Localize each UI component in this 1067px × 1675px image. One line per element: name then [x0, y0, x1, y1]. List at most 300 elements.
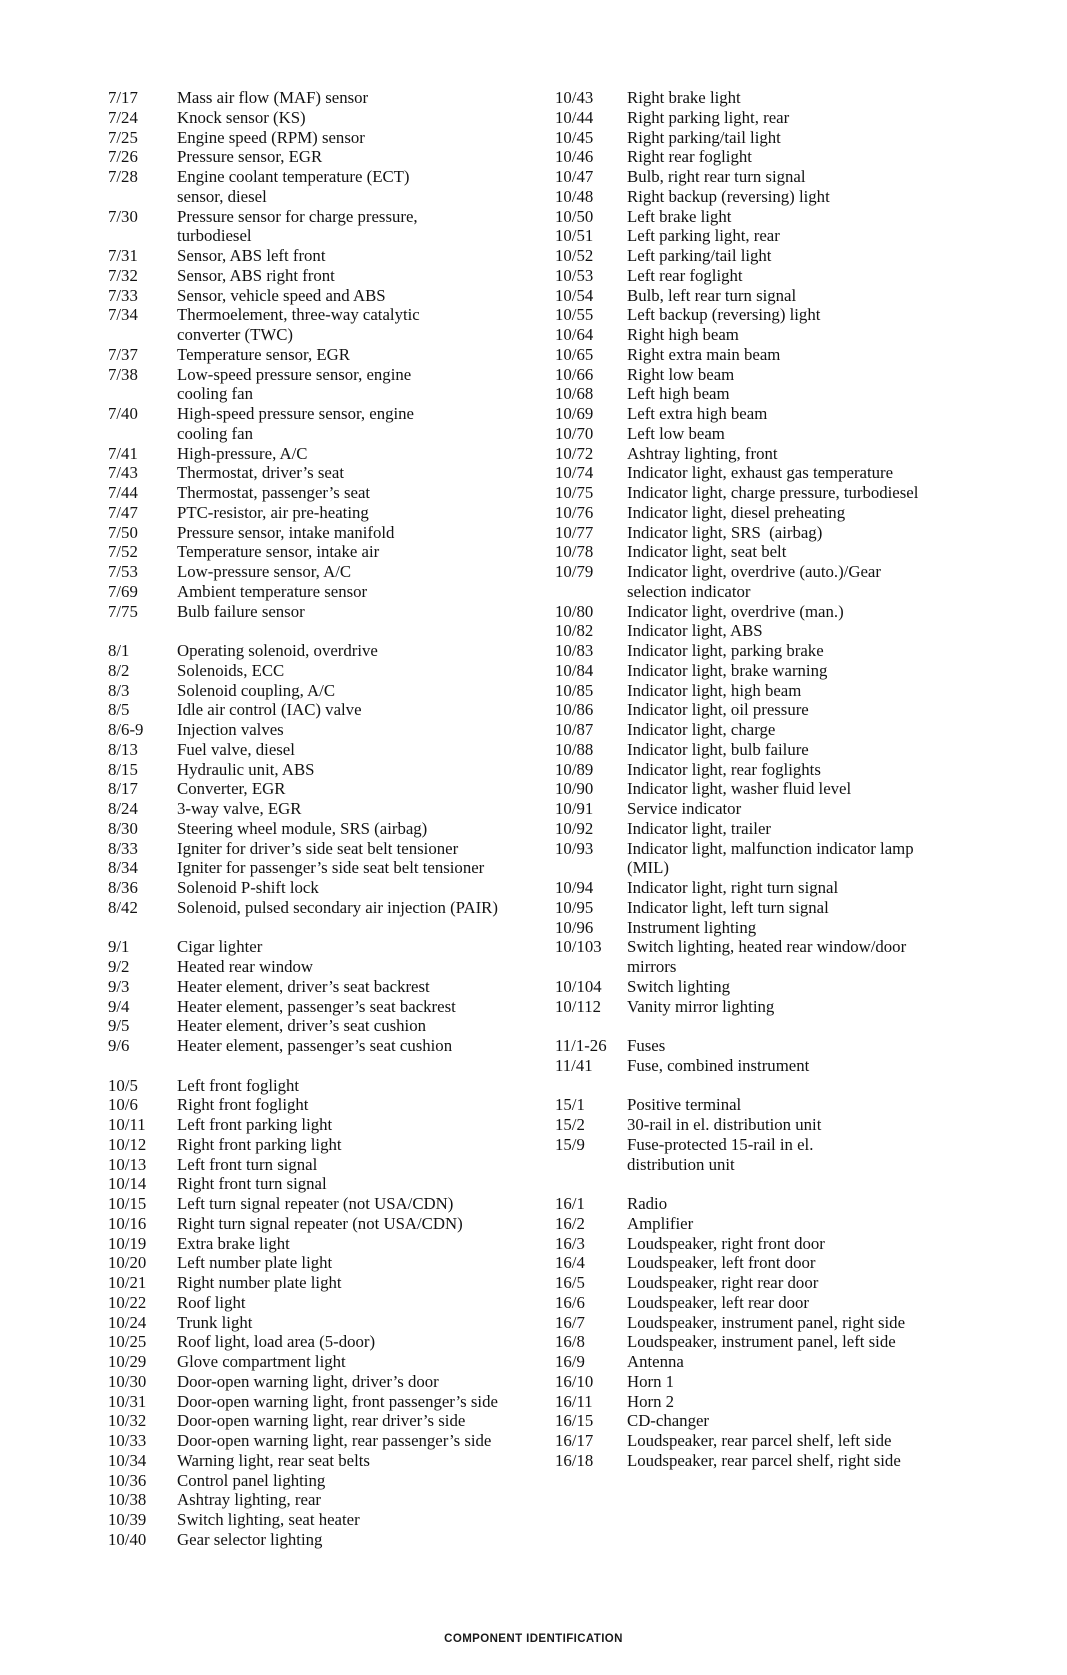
component-code: 10/66 — [555, 364, 594, 384]
component-row — [555, 977, 1030, 997]
component-code: 7/50 — [108, 522, 138, 542]
description-line: Loudspeaker, rear parcel shelf, left side — [627, 1431, 892, 1450]
component-description — [627, 444, 1030, 464]
component-row — [108, 720, 522, 740]
description-line: Sensor, ABS right front — [177, 265, 335, 285]
page-footer-title: COMPONENT IDENTIFICATION — [444, 1633, 623, 1645]
component-description — [627, 700, 1030, 720]
component-code: 8/5 — [108, 700, 130, 720]
description-line: Solenoid P-shift lock — [177, 878, 319, 897]
component-code: 10/72 — [555, 443, 594, 463]
description-line: cooling fan — [177, 384, 253, 404]
description-line: Heated rear window — [177, 957, 314, 976]
component-row — [555, 621, 1030, 641]
component-row — [555, 246, 1030, 266]
component-row — [555, 740, 1030, 760]
description-line: Indicator light, ABS — [627, 621, 763, 641]
component-code: 10/13 — [108, 1154, 147, 1174]
component-description — [177, 562, 522, 582]
description-line: Left low beam — [627, 423, 725, 443]
component-code: 8/6-9 — [108, 720, 144, 739]
component-description — [627, 463, 1030, 483]
component-row — [108, 839, 522, 859]
description-line: Left high beam — [627, 384, 730, 404]
description-line: Trunk light — [177, 1312, 253, 1332]
component-code: 8/2 — [108, 660, 130, 680]
component-row — [555, 602, 1030, 622]
description-line: High-speed pressure sensor, engine — [177, 404, 414, 423]
component-code: 16/8 — [555, 1332, 585, 1352]
component-description — [627, 503, 1030, 523]
component-description — [177, 1214, 522, 1234]
component-code: 10/54 — [555, 285, 594, 305]
component-code: 9/3 — [108, 976, 130, 996]
component-code: 8/33 — [108, 838, 138, 858]
description-line: Thermostat, driver’s seat — [177, 463, 344, 483]
component-code: 8/15 — [108, 759, 138, 779]
component-code: 16/15 — [555, 1411, 594, 1431]
component-code: 10/25 — [108, 1332, 147, 1352]
component-row — [108, 1194, 522, 1214]
component-description — [177, 641, 522, 661]
component-code: 7/24 — [108, 107, 138, 127]
description-line: Idle air control (IAC) valve — [177, 700, 362, 720]
description-line: Pressure sensor for charge pressure, — [177, 206, 418, 226]
description-line: Bulb, right rear turn signal — [627, 167, 806, 186]
component-code: 8/34 — [108, 858, 138, 878]
component-row — [555, 542, 1030, 562]
description-line: Right front parking light — [177, 1134, 342, 1154]
description-line: Control panel lighting — [177, 1470, 326, 1490]
component-row — [108, 1036, 522, 1056]
component-description — [627, 542, 1030, 562]
component-row — [555, 483, 1030, 503]
component-row — [108, 997, 522, 1017]
component-row — [108, 88, 522, 108]
component-row — [555, 266, 1030, 286]
component-code: 16/18 — [555, 1450, 594, 1470]
component-code: 10/69 — [555, 404, 594, 423]
component-description — [627, 1451, 1030, 1471]
component-description — [627, 740, 1030, 760]
component-row — [555, 760, 1030, 780]
component-code: 9/4 — [108, 996, 130, 1016]
component-row — [108, 700, 522, 720]
description-line: Indicator light, rear foglights — [627, 759, 821, 779]
component-code: 10/91 — [555, 799, 594, 818]
component-row — [108, 1293, 522, 1313]
component-row — [555, 463, 1030, 483]
component-row — [108, 898, 522, 918]
component-description — [627, 720, 1030, 740]
component-description — [177, 207, 522, 247]
description-line: Switch lighting, heated rear window/door — [627, 937, 907, 957]
component-description — [177, 305, 522, 345]
component-row — [555, 147, 1030, 167]
component-row — [108, 878, 522, 898]
component-row — [108, 1076, 522, 1096]
description-line: Loudspeaker, right front door — [627, 1233, 825, 1253]
component-description — [177, 1431, 522, 1451]
description-line: Solenoid coupling, A/C — [177, 680, 336, 700]
component-row — [108, 681, 522, 701]
component-description — [177, 444, 522, 464]
component-code: 10/82 — [555, 621, 594, 641]
component-row — [108, 463, 522, 483]
component-row — [555, 226, 1030, 246]
component-code: 10/93 — [555, 838, 594, 858]
component-row — [555, 1253, 1030, 1273]
description-line: Right backup (reversing) light — [627, 186, 830, 206]
component-description — [177, 286, 522, 306]
component-code: 10/89 — [555, 759, 594, 779]
component-row — [108, 1174, 522, 1194]
component-description — [627, 424, 1030, 444]
component-description — [627, 226, 1030, 246]
component-row — [555, 779, 1030, 799]
component-row — [555, 819, 1030, 839]
component-row — [555, 997, 1030, 1017]
component-description — [627, 147, 1030, 167]
description-line: Indicator light, overdrive (auto.)/Gear — [627, 562, 881, 581]
component-description — [177, 1372, 522, 1392]
component-description — [177, 523, 522, 543]
description-line: Horn 2 — [627, 1391, 675, 1411]
component-code: 7/69 — [108, 581, 138, 601]
description-line: Temperature sensor, intake air — [177, 542, 380, 562]
description-line: Vanity mirror lighting — [627, 996, 775, 1016]
description-line: Fuel valve, diesel — [177, 739, 295, 759]
component-description — [627, 246, 1030, 266]
description-line: Ashtray lighting, rear — [177, 1490, 322, 1510]
component-description — [177, 681, 522, 701]
component-code: 8/3 — [108, 680, 130, 700]
description-line: Left turn signal repeater (not USA/CDN) — [177, 1194, 454, 1213]
description-line: Right parking light, rear — [627, 107, 790, 127]
component-description — [627, 1352, 1030, 1372]
component-code: 7/53 — [108, 562, 138, 581]
component-row — [555, 325, 1030, 345]
component-description — [627, 1056, 1030, 1076]
component-description — [627, 997, 1030, 1017]
component-code: 10/96 — [555, 917, 594, 937]
component-code: 10/47 — [555, 167, 594, 186]
component-description — [177, 1471, 522, 1491]
description-line: Igniter for passenger’s side seat belt tensioner — [177, 858, 485, 878]
description-line: Indicator light, exhaust gas temperature — [627, 463, 894, 483]
component-code: 10/53 — [555, 265, 594, 285]
description-line: Indicator light, charge — [627, 720, 776, 739]
component-code: 10/32 — [108, 1411, 147, 1431]
component-row — [555, 1451, 1030, 1471]
component-code: 10/20 — [108, 1253, 147, 1273]
description-line: Right low beam — [627, 364, 735, 384]
component-code: 9/1 — [108, 937, 130, 957]
component-description — [627, 483, 1030, 503]
component-description — [627, 1372, 1030, 1392]
component-code: 10/45 — [555, 127, 594, 147]
component-row — [555, 286, 1030, 306]
component-description — [627, 187, 1030, 207]
description-line: Right parking/tail light — [627, 127, 781, 147]
description-line: Thermostat, passenger’s seat — [177, 483, 371, 502]
description-line: Right front turn signal — [177, 1174, 327, 1194]
description-line: Fuses — [627, 1036, 666, 1055]
component-description — [627, 1411, 1030, 1431]
component-description — [627, 523, 1030, 543]
description-line: Indicator light, right turn signal — [627, 878, 839, 897]
column-right — [555, 88, 1030, 1471]
description-line: PTC-resistor, air pre-heating — [177, 502, 369, 522]
component-description — [177, 365, 522, 405]
component-row — [108, 147, 522, 167]
component-description — [177, 740, 522, 760]
description-line: Igniter for driver’s side seat belt tensioner — [177, 838, 459, 858]
component-row — [108, 108, 522, 128]
description-line: 3-way valve, EGR — [177, 799, 302, 818]
description-line: Pressure sensor, intake manifold — [177, 522, 395, 542]
component-description — [177, 1174, 522, 1194]
component-description — [627, 266, 1030, 286]
description-line: Left number plate light — [177, 1253, 333, 1273]
description-line: Heater element, driver’s seat backrest — [177, 976, 430, 996]
component-row — [555, 720, 1030, 740]
component-description — [177, 1490, 522, 1510]
component-code: 7/33 — [108, 285, 138, 305]
component-code: 16/4 — [555, 1253, 585, 1273]
component-row — [555, 1293, 1030, 1313]
component-code: 10/39 — [108, 1510, 147, 1529]
component-row — [555, 1115, 1030, 1135]
component-row — [108, 1095, 522, 1115]
description-line: Right high beam — [627, 325, 739, 344]
component-row — [108, 760, 522, 780]
description-line: Temperature sensor, EGR — [177, 344, 350, 364]
component-code: 10/55 — [555, 305, 594, 325]
component-row — [555, 384, 1030, 404]
description-line: Right front foglight — [177, 1095, 309, 1115]
description-line: converter (TWC) — [177, 325, 294, 344]
description-line: Heater element, driver’s seat cushion — [177, 1016, 426, 1036]
component-row — [108, 207, 522, 247]
description-line: Roof light — [177, 1292, 246, 1312]
component-row — [108, 1471, 522, 1491]
component-description — [627, 760, 1030, 780]
component-row — [108, 503, 522, 523]
component-description — [177, 246, 522, 266]
component-description — [627, 799, 1030, 819]
component-code: 8/17 — [108, 779, 138, 799]
component-code: 8/30 — [108, 818, 138, 838]
component-code: 10/44 — [555, 107, 594, 127]
component-description — [627, 1332, 1030, 1352]
component-row — [555, 108, 1030, 128]
component-code: 16/5 — [555, 1273, 585, 1292]
component-code: 10/14 — [108, 1174, 147, 1194]
description-line: Indicator light, overdrive (man.) — [627, 601, 844, 621]
component-description — [177, 108, 522, 128]
component-description — [177, 1392, 522, 1412]
description-line: Indicator light, brake warning — [627, 660, 828, 680]
description-line: Indicator light, charge pressure, turbodiesel — [627, 483, 919, 502]
description-line: Door-open warning light, front passenger’s side — [177, 1391, 498, 1411]
description-line: (MIL) — [627, 858, 669, 878]
component-description — [177, 463, 522, 483]
component-code: 10/76 — [555, 502, 594, 522]
component-description — [627, 661, 1030, 681]
component-code: 7/17 — [108, 88, 138, 107]
component-code: 10/29 — [108, 1352, 147, 1371]
component-code: 15/1 — [555, 1095, 585, 1115]
description-line: CD-changer — [627, 1411, 710, 1431]
description-line: Indicator light, diesel preheating — [627, 502, 846, 522]
description-line: Right turn signal repeater (not USA/CDN) — [177, 1213, 463, 1233]
description-line: Loudspeaker, right rear door — [627, 1273, 819, 1292]
description-line: Right number plate light — [177, 1273, 342, 1292]
component-description — [177, 878, 522, 898]
description-line: Sensor, ABS left front — [177, 246, 326, 265]
component-description — [627, 128, 1030, 148]
component-code: 7/75 — [108, 601, 138, 621]
component-description — [627, 898, 1030, 918]
component-description — [177, 1155, 522, 1175]
component-description — [177, 1036, 522, 1056]
component-code: 7/43 — [108, 463, 138, 483]
description-line: Radio — [627, 1194, 668, 1213]
component-description — [177, 1451, 522, 1471]
description-line: Left backup (reversing) light — [627, 305, 821, 325]
component-row — [108, 345, 522, 365]
component-code: 9/6 — [108, 1036, 130, 1055]
component-group — [108, 641, 522, 918]
description-line: Door-open warning light, rear passenger’s side — [177, 1431, 492, 1450]
component-description — [177, 1076, 522, 1096]
component-row — [108, 365, 522, 405]
component-code: 10/22 — [108, 1292, 147, 1312]
description-line: Knock sensor (KS) — [177, 107, 306, 127]
component-row — [108, 128, 522, 148]
description-line: Ambient temperature sensor — [177, 581, 368, 601]
component-description — [177, 661, 522, 681]
component-code: 10/5 — [108, 1075, 138, 1095]
component-description — [627, 1194, 1030, 1214]
component-description — [177, 1135, 522, 1155]
component-code: 7/52 — [108, 542, 138, 562]
component-description — [627, 1135, 1030, 1175]
component-code: 10/51 — [555, 226, 594, 246]
component-description — [627, 1273, 1030, 1293]
component-code: 11/41 — [555, 1055, 593, 1075]
component-description — [177, 345, 522, 365]
component-row — [555, 1036, 1030, 1056]
component-description — [627, 404, 1030, 424]
column-left — [108, 88, 522, 1550]
component-row — [555, 345, 1030, 365]
component-code: 7/44 — [108, 483, 138, 502]
component-code: 7/25 — [108, 127, 138, 147]
description-line: Loudspeaker, instrument panel, left side — [627, 1332, 896, 1352]
component-description — [177, 1234, 522, 1254]
description-line: Engine coolant temperature (ECT) — [177, 167, 410, 186]
component-group — [108, 937, 522, 1056]
component-row — [108, 1234, 522, 1254]
component-row — [108, 937, 522, 957]
component-row — [108, 858, 522, 878]
component-row — [555, 839, 1030, 879]
component-row — [555, 681, 1030, 701]
component-description — [177, 167, 522, 207]
component-code: 7/40 — [108, 404, 138, 423]
component-code: 10/80 — [555, 601, 594, 621]
component-code: 16/3 — [555, 1233, 585, 1253]
component-description — [627, 88, 1030, 108]
component-code: 10/83 — [555, 641, 594, 660]
description-line: Loudspeaker, left front door — [627, 1253, 816, 1273]
component-description — [177, 937, 522, 957]
component-row — [108, 286, 522, 306]
component-code: 7/34 — [108, 305, 138, 325]
component-row — [555, 562, 1030, 602]
description-line: Left front parking light — [177, 1115, 333, 1134]
component-description — [177, 819, 522, 839]
component-row — [555, 503, 1030, 523]
component-description — [177, 898, 522, 918]
description-line: Injection valves — [177, 720, 284, 739]
component-description — [627, 108, 1030, 128]
component-row — [108, 1392, 522, 1412]
description-line: Loudspeaker, instrument panel, right side — [627, 1312, 906, 1332]
description-line: Ashtray lighting, front — [627, 443, 778, 463]
component-description — [627, 384, 1030, 404]
component-code: 8/13 — [108, 739, 138, 759]
component-group — [555, 1036, 1030, 1076]
component-code: 10/34 — [108, 1450, 147, 1470]
component-description — [177, 858, 522, 878]
component-description — [627, 602, 1030, 622]
component-description — [627, 621, 1030, 641]
description-line: Roof light, load area (5-door) — [177, 1332, 376, 1352]
component-description — [177, 1530, 522, 1550]
component-row — [108, 1530, 522, 1550]
description-line: Extra brake light — [177, 1233, 290, 1253]
component-row — [108, 819, 522, 839]
component-row — [108, 661, 522, 681]
description-line: Low-pressure sensor, A/C — [177, 562, 352, 581]
component-code: 10/74 — [555, 463, 594, 483]
description-line: distribution unit — [627, 1154, 735, 1174]
component-code: 7/32 — [108, 265, 138, 285]
component-row — [108, 641, 522, 661]
component-code: 16/17 — [555, 1431, 594, 1450]
component-description — [177, 1352, 522, 1372]
component-row — [555, 167, 1030, 187]
component-description — [177, 1253, 522, 1273]
component-row — [555, 1411, 1030, 1431]
component-code: 10/6 — [108, 1095, 138, 1115]
description-line: Indicator light, bulb failure — [627, 739, 809, 759]
component-code: 7/37 — [108, 344, 138, 364]
description-line: Pressure sensor, EGR — [177, 147, 323, 167]
description-line: Left parking/tail light — [627, 246, 772, 265]
component-description — [627, 779, 1030, 799]
component-row — [555, 1332, 1030, 1352]
component-code: 10/15 — [108, 1194, 147, 1213]
description-line: Door-open warning light, rear driver’s side — [177, 1411, 466, 1431]
description-line: Loudspeaker, left rear door — [627, 1292, 809, 1312]
component-description — [177, 404, 522, 444]
component-row — [108, 1214, 522, 1234]
description-line: Left extra high beam — [627, 404, 768, 423]
